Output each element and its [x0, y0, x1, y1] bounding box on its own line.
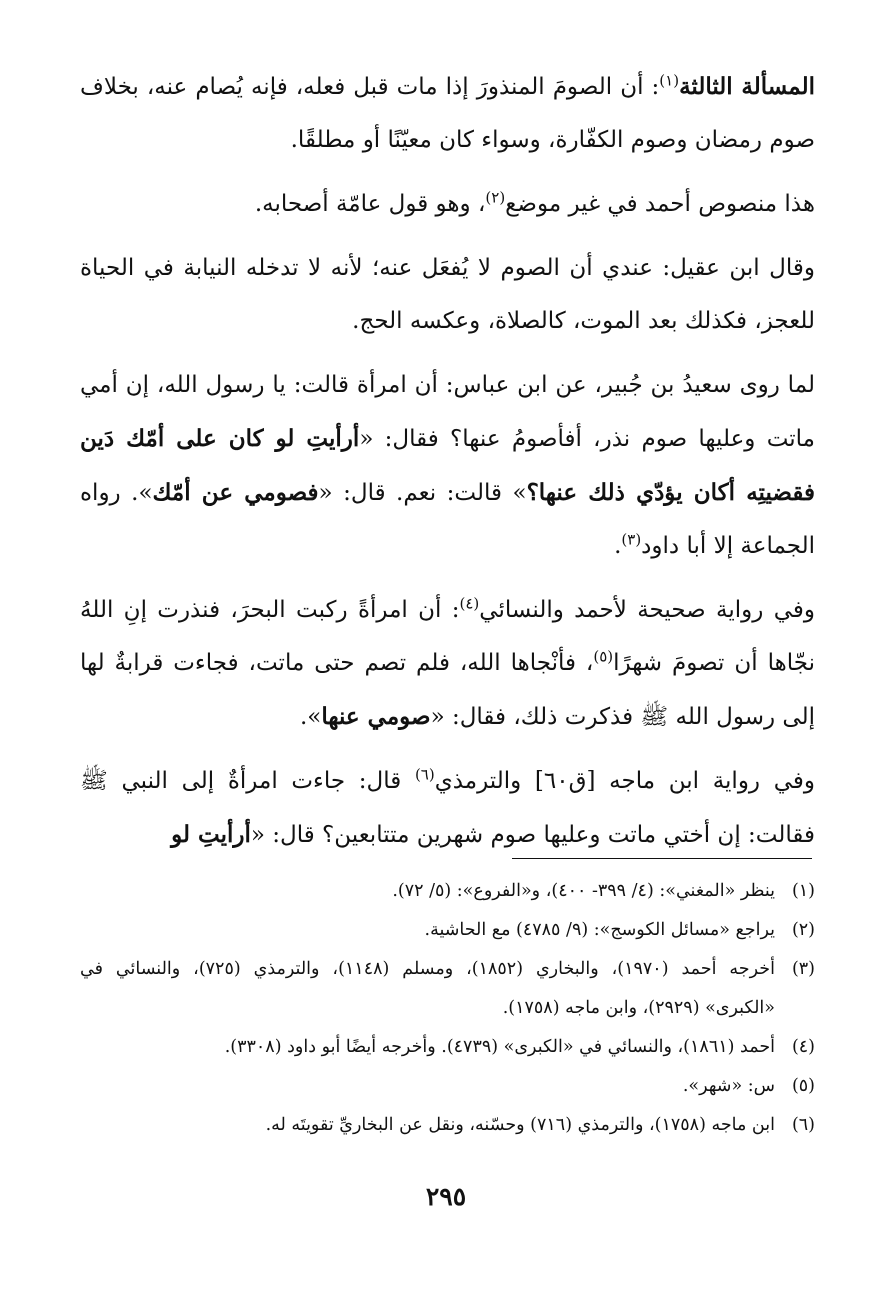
page-body	[80, 60, 815, 873]
footnote-number: (٢)	[791, 920, 815, 940]
footnote-number: (٤)	[791, 1037, 815, 1057]
footnote-item	[80, 1106, 815, 1145]
paragraph-hadith-ibn-abbas	[80, 359, 815, 573]
footnote-item	[80, 911, 815, 950]
footnote-text: أحمد (١٨٦١)، والنسائي في «الكبرى» (٤٧٣٩). وأخرجه أيضًا أبو داود (٣٣٠٨).	[224, 1037, 775, 1057]
paragraph-text: لما روى سعيدُ بن جُبير، عن ابن عباس: أن امرأة قالت: يا رسول الله، إن أمي ماتت وعليها صوم نذر، أفأصومُ عنها؟ فقال: «	[80, 372, 816, 452]
paragraph-ibn-majah-narration	[80, 755, 815, 862]
footnote-divider	[512, 858, 812, 859]
footnote-ref-2[interactable]: (٢)	[485, 188, 506, 207]
paragraph-text: وفي رواية ابن ماجه [ق٦٠] والترمذي	[434, 768, 815, 794]
footnotes	[80, 872, 815, 1145]
footnote-item	[80, 872, 815, 911]
main-text	[80, 60, 815, 862]
paragraph-text: ، وهو قول عامّة أصحابه.	[254, 191, 486, 217]
footnote-text: أخرجه أحمد (١٩٧٠)، والبخاري (١٨٥٢)، ومسلم (١١٤٨)، والترمذي (٧٢٥)، والنسائي في «الكبرى» (٢٩٢٩)، وابن ماجه (١٧٥٨).	[80, 959, 775, 1018]
paragraph-text: وقال ابن عقيل: عندي أن الصوم لا يُفعَل عنه؛ لأنه لا تدخله النيابة في الحياة للعجز، فكذلك بعد الموت، كالصلاة، وعكسه الحج.	[80, 255, 815, 334]
paragraph-ibn-aqil	[80, 242, 815, 348]
hadith-quote: صومي عنها	[321, 703, 431, 730]
paragraph-issue-three	[80, 60, 815, 167]
paragraph-ahmad-text	[80, 178, 815, 231]
paragraph-text: » قالت: نعم. قال: «	[318, 480, 527, 506]
footnote-ref-6[interactable]: (٦)	[414, 765, 435, 784]
paragraph-text: ، فأنْجاها الله، فلم تصم حتى ماتت، فجاءت قرابةٌ لها إلى رسول الله ﷺ فذكرت ذلك، فقال: «	[80, 650, 815, 730]
footnote-item	[80, 1067, 815, 1106]
paragraph-sea-narration	[80, 584, 815, 744]
paragraph-text: ».	[299, 704, 322, 730]
footnote-item	[80, 950, 815, 1028]
footnote-ref-1[interactable]: (١)	[659, 71, 680, 90]
paragraph-text: : أن الصومَ المنذورَ إذا مات قبل فعله، فإنه يُصام عنه، بخلاف صوم رمضان وصوم الكفّارة، وسواء كان معيّنًا أو مطلقًا.	[80, 74, 815, 153]
footnote-number: (٦)	[791, 1115, 815, 1135]
paragraph-text: وفي رواية صحيحة لأحمد والنسائي	[479, 597, 815, 623]
footnote-number: (٣)	[791, 959, 815, 979]
footnote-ref-4[interactable]: (٤)	[459, 594, 480, 613]
paragraph-text: .	[614, 533, 622, 559]
footnote-text: س: «شهر».	[682, 1076, 775, 1096]
footnote-item	[80, 1028, 815, 1067]
footnote-number: (١)	[791, 881, 815, 901]
paragraph-text: : أن امرأةً ركبت البحرَ، فنذرت إنِ اللهُ نجّاها أن تصومَ شهرًا	[80, 597, 815, 676]
issue-heading: المسألة الثالثة	[679, 73, 815, 100]
hadith-quote: أرأيتِ لو كان على أمّك دَين فقضيتِه أكان يؤدّي ذلك عنها؟	[80, 425, 815, 506]
paragraph-text: ». رواه الجماعة إلا أبا داود	[80, 480, 815, 559]
page-number: ٢٩٥	[425, 1182, 467, 1211]
footnote-text: ينظر «المغني»: (٤/ ٣٩٩- ٤٠٠)، و«الفروع»: (٥/ ٧٢).	[392, 881, 775, 901]
hadith-quote: أرأيتِ لو	[171, 821, 251, 848]
footnote-text: يراجع «مسائل الكوسج»: (٩/ ٤٧٨٥) مع الحاشية.	[424, 920, 775, 940]
footnote-text: ابن ماجه (١٧٥٨)، والترمذي (٧١٦) وحسّنه، ونقل عن البخاريِّ تقويتَه له.	[265, 1115, 775, 1135]
footnote-ref-5[interactable]: (٥)	[593, 647, 614, 666]
footnote-ref-3[interactable]: (٣)	[621, 530, 642, 549]
footnote-number: (٥)	[791, 1076, 815, 1096]
paragraph-text: هذا منصوص أحمد في غير موضع	[505, 191, 815, 217]
paragraph-text: قال: جاءت امرأةٌ إلى النبي ﷺ فقالت: إن أختي ماتت وعليها صوم شهرين متتابعين؟ قال: «	[80, 768, 815, 848]
hadith-quote: فصومي عن أمّك	[152, 479, 319, 506]
